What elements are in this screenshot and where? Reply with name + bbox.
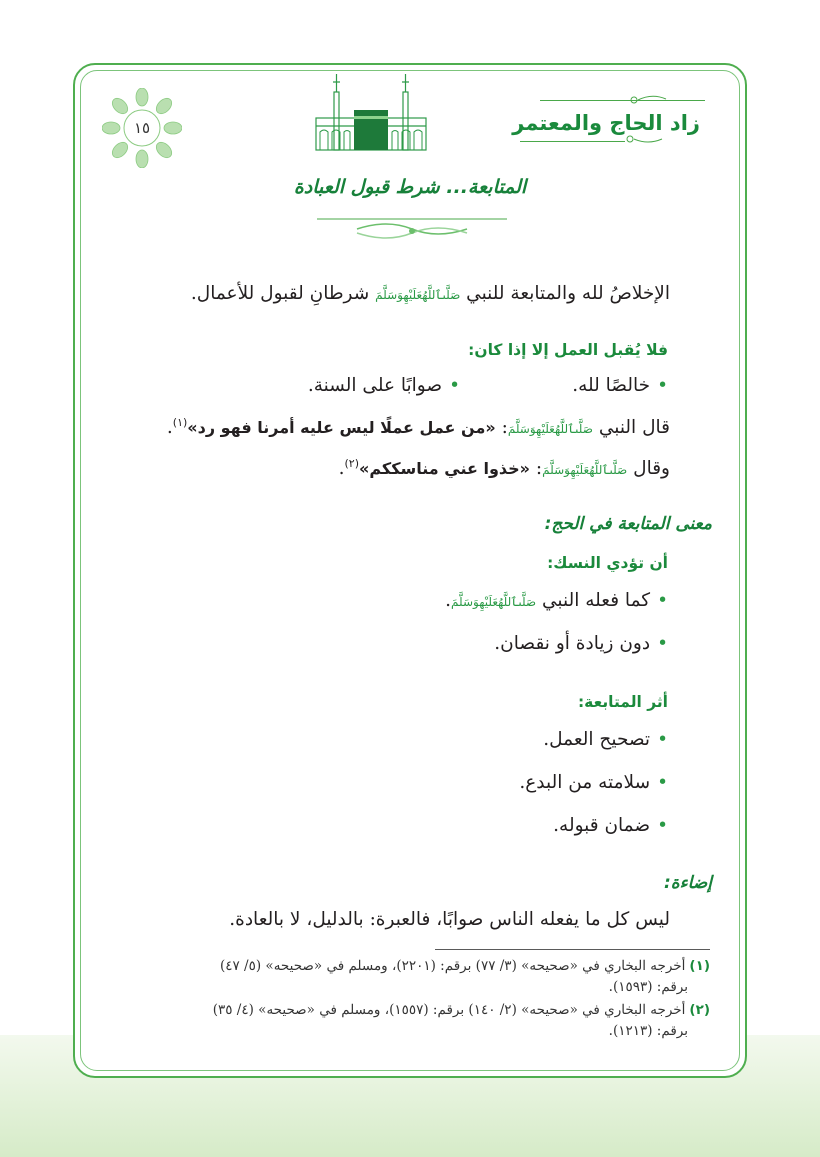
meaning-item-text: دون زيادة أو نقصان. xyxy=(494,633,651,654)
bullet-icon: • xyxy=(657,590,668,611)
meaning-item-end: . xyxy=(445,590,451,611)
effect-item-text: تصحيح العمل. xyxy=(543,729,651,750)
bullet-icon: • xyxy=(449,375,460,396)
footnote-line-1 xyxy=(105,956,710,977)
bullet-icon: • xyxy=(657,633,668,654)
effect-item xyxy=(553,815,668,836)
title-ornament-icon xyxy=(317,215,507,243)
kaaba-icon xyxy=(312,70,430,156)
effect-heading: أثر المتابعة: xyxy=(577,693,668,711)
hadith-end: . xyxy=(166,417,173,439)
bullet-icon: • xyxy=(657,815,668,836)
hadith-line xyxy=(339,457,670,479)
book-title: زاد الحاج والمعتمر xyxy=(512,111,700,135)
effect-item xyxy=(543,729,668,750)
footnote-line-1 xyxy=(105,1000,710,1021)
bullet-icon: • xyxy=(657,772,668,793)
bullet-icon: • xyxy=(657,729,668,750)
hadith-line xyxy=(167,416,670,438)
hadith-prefix: وقال xyxy=(633,458,670,480)
footnote-text: أخرجه البخاري في «صحيحه» (٢/ ١٤٠) برقم: (١٥٥٧)، ومسلم في «صحيحه» (٤/ ٣٥) xyxy=(212,1002,686,1018)
salla-honorific: صَلَّىٱللَّهُعَلَيْهِوَسَلَّمَ xyxy=(375,288,461,302)
footnote-separator xyxy=(435,949,710,950)
illumination-text: ليس كل ما يفعله الناس صوابًا، فالعبرة: بالدليل، لا بالعادة. xyxy=(229,909,670,930)
intro-text-end: شرطانِ لقبول للأعمال. xyxy=(190,283,370,304)
meaning-item xyxy=(445,590,668,611)
footnote-ref: (٢) xyxy=(344,457,360,470)
condition-item-text: صوابًا على السنة. xyxy=(307,375,443,396)
footnote-line-2 xyxy=(105,977,710,998)
illumination-heading: إضاءة: xyxy=(663,873,712,893)
meaning-subheading: أن تؤدي النسك: xyxy=(547,554,668,572)
hadith-prefix: قال النبي xyxy=(598,417,670,439)
condition-item xyxy=(308,375,460,396)
hadith-quote: «خذوا عني مناسككم» xyxy=(359,459,531,479)
page-number: ١٥ xyxy=(133,119,151,137)
intro-paragraph xyxy=(191,283,670,304)
footnote xyxy=(105,956,710,998)
page-number-badge xyxy=(102,88,182,168)
salla-honorific: صَلَّىٱللَّهُعَلَيْهِوَسَلَّمَ xyxy=(542,463,628,478)
salla-honorific: صَلَّىٱللَّهُعَلَيْهِوَسَلَّمَ xyxy=(507,422,593,437)
meaning-item xyxy=(494,633,668,654)
header-swirl-icon xyxy=(622,89,702,149)
section-title: المتابعة... شرط قبول العبادة xyxy=(293,176,527,198)
condition-item-text: خالصًا لله. xyxy=(572,375,651,396)
hadith-colon: : xyxy=(501,417,508,439)
effect-item-text: ضمان قبوله. xyxy=(553,815,651,836)
footnote-text: برقم: (١٢١٣). xyxy=(608,1023,688,1039)
footnote-number: (١) xyxy=(689,958,710,974)
condition-heading: فلا يُقبل العمل إلا إذا كان: xyxy=(468,341,668,359)
hadith-colon: : xyxy=(535,458,543,480)
effect-item xyxy=(519,772,668,793)
hadith-quote: «من عمل عملًا ليس عليه أمرنا فهو رد» xyxy=(187,418,496,438)
meaning-item-text: كما فعله النبي xyxy=(542,590,651,611)
meaning-heading: معنى المتابعة في الحج: xyxy=(544,514,712,534)
footnote-text: أخرجه البخاري في «صحيحه» (٣/ ٧٧) برقم: (٢٢٠١)، ومسلم في «صحيحه» (٥/ ٤٧) xyxy=(219,958,686,974)
condition-item xyxy=(572,375,668,396)
hadith-end: . xyxy=(338,458,345,480)
footnote-number: (٢) xyxy=(689,1002,710,1018)
bullet-icon: • xyxy=(657,375,668,396)
footnote xyxy=(105,1000,710,1042)
footnote-ref: (١) xyxy=(172,416,188,429)
header-bottom-line xyxy=(520,141,625,142)
effect-item-text: سلامته من البدع. xyxy=(519,772,651,793)
intro-text-start: الإخلاصُ لله والمتابعة للنبي xyxy=(466,283,670,304)
salla-honorific: صَلَّىٱللَّهُعَلَيْهِوَسَلَّمَ xyxy=(451,595,537,609)
footnote-text: برقم: (١٥٩٣). xyxy=(608,979,688,995)
footnote-line-2 xyxy=(105,1021,710,1042)
